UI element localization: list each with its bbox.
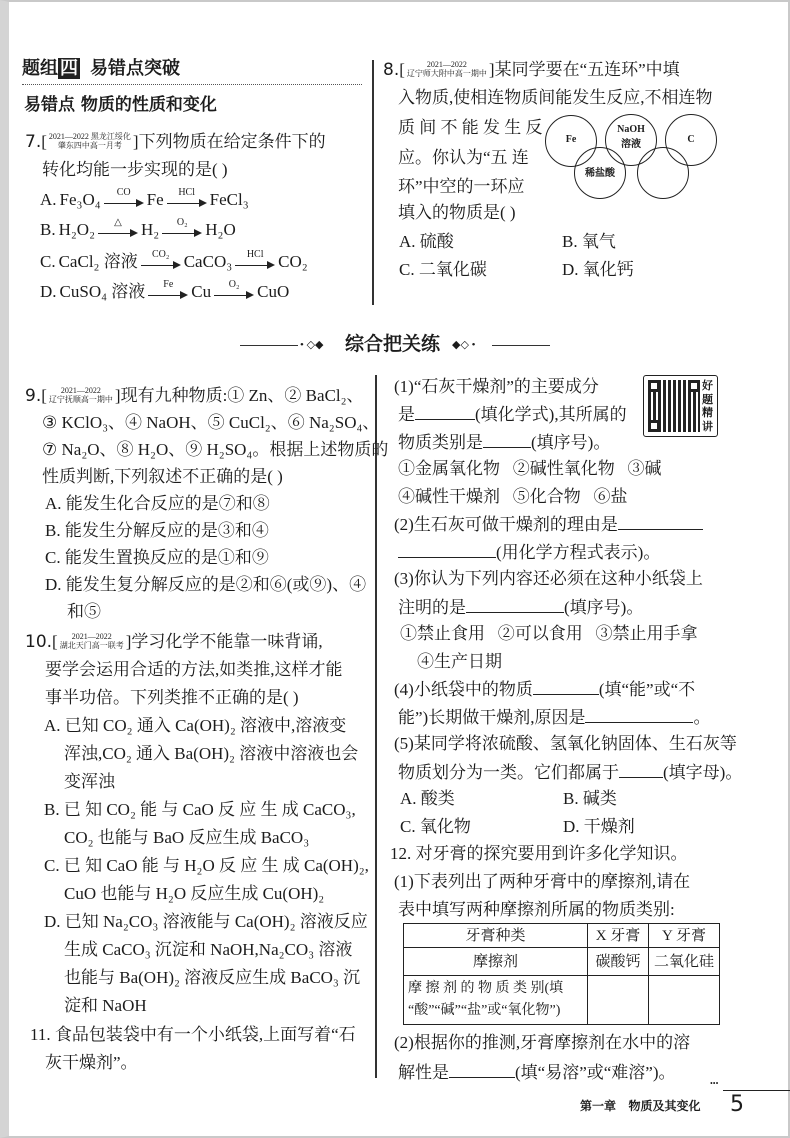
chemical-species: H₂O₂	[58, 220, 96, 239]
chemical-species: CuSO₄ 溶液	[59, 282, 146, 301]
reaction-condition: CO	[116, 187, 131, 199]
reaction-arrow-icon	[148, 279, 188, 302]
ring-label-empty	[653, 168, 673, 179]
q11-p1-line-1: (1)“石灰干燥剂”的主要成分	[394, 377, 599, 396]
table-header: Y 牙膏	[649, 924, 720, 948]
q8-line-2: 入物质,使相连物质间能发生反应,不相连物	[398, 88, 713, 107]
q9-option-c: C. 能发生置换反应的是①和⑨	[45, 548, 269, 567]
ring-label-c: C	[687, 134, 695, 145]
reaction-condition: O₂	[176, 217, 188, 229]
q10-option-b: B. 已 知 CO₂ 能 与 CaO 反 应 生 成 CaCO₃,	[44, 800, 356, 819]
q8-line-6: 填入的物质是( )	[398, 203, 516, 222]
answer-blank-can[interactable]	[533, 678, 599, 695]
option-letter: C.	[40, 252, 56, 271]
q11-p1-line-3: 物质类别是 (填序号)。	[398, 433, 611, 452]
band-line-left	[240, 345, 298, 346]
q10-option-a: A. 已知 CO₂ 通入 Ca(OH)₂ 溶液中,溶液变	[44, 716, 347, 735]
q7-option-b	[40, 219, 236, 241]
option-letter: D.	[40, 282, 57, 301]
q12-p1-line-1: (1)下表列出了两种牙膏中的摩擦剂,请在	[394, 872, 691, 891]
q12-p2-line-1: (2)根据你的推测,牙膏摩擦剂在水中的溶	[394, 1033, 691, 1052]
q10-option-a-2: 浑浊,CO₂ 通入 Ba(OH)₂ 溶液中溶液也会	[64, 744, 359, 763]
q11-p2-line-1: (2)生石灰可做干燥剂的理由是	[394, 513, 703, 535]
q9-line-4: 性质判断,下列叙述不正确的是( )	[42, 467, 283, 486]
reaction-arrow-icon	[167, 187, 207, 210]
q7-stem: 下列物质在给定条件下的	[138, 132, 326, 151]
q11-p5-line-2: 物质划分为一类。它们都属于 (填字母)。	[398, 763, 743, 782]
q9-stem: 现有九种物质:① Zn、② BaCl₂、	[120, 386, 364, 405]
q11-p1-choices-2: ④碱性干燥剂 ⑤化合物 ⑥盐	[398, 487, 628, 506]
page-number: 5	[730, 1092, 744, 1117]
qr-code[interactable]	[643, 375, 718, 437]
q7-option-a	[40, 189, 249, 211]
group-title: 易错点突破	[90, 58, 180, 79]
q7-option-d	[40, 281, 289, 303]
q10-line-2: 要学会运用合适的方法,如类推,这样才能	[45, 660, 343, 679]
q10-option-d-3: 也能与 Ba(OH)₂ 溶液反应生成 BaCO₃ 沉	[64, 968, 361, 987]
q11-p3-line-1: (3)你认为下列内容还必须在这种小纸袋上	[394, 569, 703, 588]
footer-rule	[723, 1090, 790, 1091]
answer-blank-solubility[interactable]	[449, 1061, 515, 1078]
q9-option-d-cont: 和⑤	[67, 602, 101, 621]
answer-blank-formula[interactable]	[415, 403, 475, 420]
q9-source: 2021—2022 辽宁抚顺高一期中	[48, 386, 113, 405]
q8-stem: 某同学要在“五连环”中填	[494, 60, 680, 79]
ring-label-solution: 溶液	[621, 139, 641, 150]
q11-line-1: 11. 食品包装袋中有一个小纸袋,上面写着“石	[30, 1025, 356, 1044]
footer-dots-icon: •••	[710, 1079, 719, 1088]
answer-cell-x[interactable]	[588, 976, 649, 1025]
chemical-species: CaCl₂ 溶液	[58, 252, 138, 271]
q12-p2-line-2: 解性是 (填“易溶”或“难溶”)。	[398, 1063, 676, 1082]
q9-option-a: A. 能发生化合反应的是⑦和⑧	[45, 494, 270, 513]
reaction-arrow-icon	[162, 217, 202, 240]
table-cell: 碳酸钙	[588, 948, 649, 976]
answer-blank-cause[interactable]	[585, 706, 693, 723]
q10-option-d-2: 生成 CaCO₃ 沉淀和 NaOH,Na₂CO₃ 溶液	[64, 940, 353, 959]
q12-stem: 12. 对牙膏的探究要用到许多化学知识。	[390, 844, 688, 863]
chapter-title: 第一章 物质及其变化	[580, 1099, 701, 1113]
q11-p5-line-1: (5)某同学将浓硫酸、氢氧化钠固体、生石灰等	[394, 734, 737, 753]
table-cell-category-label: 摩 擦 剂 的 物 质 类 别(填 “酸”“碱”“盐”或“氧化物”)	[404, 976, 588, 1025]
q11-p1-line-2: 是 (填化学式),其所属的	[398, 405, 627, 424]
q10-option-d-4: 淀和 NaOH	[64, 996, 147, 1015]
q7-line-1: 7.[ 2021—2022 黑龙江绥化 肇东四中高一月考 ]下列物质在给定条件下的	[25, 132, 326, 152]
ring-label-naoh: NaOH	[617, 124, 645, 135]
q7-line-2: 转化均能一步实现的是( )	[42, 160, 228, 179]
q11-p5-option-d: D. 干燥剂	[563, 817, 635, 836]
q8-source: 2021—2022 辽宁师大附中高一期中	[406, 60, 487, 79]
reaction-condition: O₂	[228, 279, 240, 291]
option-letter: B.	[40, 220, 56, 239]
q9-line-3: ⑦ Na₂O、⑧ H₂O、⑨ H₂SO₄。根据上述物质的	[42, 440, 389, 459]
answer-blank-equation[interactable]	[398, 541, 496, 558]
band-diamond-left-icon: • ◇◆	[300, 339, 324, 351]
q8-line-5: 环”中空的一环应	[398, 177, 525, 196]
group-number: 四	[60, 58, 78, 79]
chemical-species: H₂O	[205, 220, 236, 239]
reaction-condition: CO₂	[152, 249, 170, 261]
q10-line-3: 事半功倍。下列类推不正确的是( )	[45, 688, 299, 707]
q10-stem: 学习化学不能靠一味背诵,	[131, 632, 323, 651]
q11-p5-option-c: C. 氧化物	[400, 817, 471, 836]
group-label: 题组	[22, 58, 58, 79]
answer-blank-category[interactable]	[483, 431, 531, 448]
table-header-row	[404, 924, 720, 948]
qr-pattern-icon	[648, 380, 700, 432]
q10-option-c: C. 已 知 CaO 能 与 H₂O 反 应 生 成 Ca(OH)₂,	[44, 856, 369, 875]
q8-line-3: 质 间 不 能 发 生 反	[398, 118, 543, 137]
q9-option-d: D. 能发生复分解反应的是②和⑥(或⑨)、④	[45, 575, 367, 594]
group-heading	[22, 58, 180, 80]
q8-line-1: 8.[ 2021—2022 辽宁师大附中高一期中 ]某同学要在“五连环”中填	[383, 60, 680, 80]
q8-option-a: A. 硫酸	[399, 232, 454, 251]
q9-line-1: 9.[ 2021—2022 辽宁抚顺高一期中 ]现有九种物质:① Zn、② BaCl₂、	[25, 386, 364, 406]
reaction-condition: △	[114, 217, 122, 229]
ring-label-dilute-hcl: 稀盐酸	[585, 168, 615, 179]
q11-p3-choices-2: ④生产日期	[417, 652, 502, 671]
q10-line-1: 10.[ 2021—2022 湖北天门高一联考 ]学习化学不能靠一味背诵,	[25, 632, 323, 652]
q11-p4-line-2: 能”)长期做干燥剂,原因是 。	[398, 708, 711, 727]
q10-number: 10.	[25, 632, 53, 652]
q7-option-c	[40, 251, 308, 273]
q10-option-b-2: CO₂ 也能与 BaO 反应生成 BaCO₃	[64, 828, 310, 847]
reaction-condition: Fe	[163, 279, 174, 291]
q10-option-d: D. 已知 Na₂CO₃ 溶液能与 Ca(OH)₂ 溶液反应	[44, 912, 368, 931]
chemical-species: Fe₃O₄	[59, 190, 101, 209]
q8-line-4: 应。你认为“五 连	[398, 148, 529, 167]
reaction-arrow-icon	[235, 249, 275, 272]
answer-blank-label[interactable]	[466, 596, 564, 613]
q11-p4-line-1: (4)小纸袋中的物质 (填“能”或“不	[394, 680, 696, 699]
q7-number: 7.	[25, 132, 42, 152]
q8-option-b: B. 氧气	[562, 232, 616, 251]
q11-p3-line-2: 注明的是 (填序号)。	[398, 598, 644, 617]
q12-p1-line-2: 表中填写两种摩擦剂所属的物质类别:	[398, 900, 675, 919]
q8-number: 8.	[383, 60, 400, 80]
q9-line-2: ③ KClO₃、④ NaOH、⑤ CuCl₂、⑥ Na₂SO₄、	[42, 413, 380, 432]
chemical-species: CaCO₃	[183, 252, 233, 271]
q11-p3-choices-1: ①禁止食用 ②可以食用 ③禁止用手拿	[400, 624, 698, 643]
q8-option-c: C. 二氧化碳	[399, 260, 487, 279]
reaction-arrow-icon	[98, 217, 138, 240]
band-diamond-right-icon: ◆◇ •	[452, 339, 476, 351]
ring-label-fe: Fe	[565, 134, 577, 145]
reaction-arrow-icon	[141, 249, 181, 272]
q11-p5-option-a: A. 酸类	[400, 789, 455, 808]
toothpaste-table	[403, 923, 720, 1025]
table-row	[404, 948, 720, 976]
q11-p1-choices-1: ①金属氧化物 ②碱性氧化物 ③碱	[398, 459, 662, 478]
table-header: 牙膏种类	[404, 924, 588, 948]
q11-line-2: 灰干燥剂”。	[45, 1053, 138, 1072]
answer-blank-reason[interactable]	[618, 513, 703, 530]
chemical-species: CO₂	[278, 252, 308, 271]
table-cell: 二氧化硅	[649, 948, 720, 976]
reaction-arrow-icon	[214, 279, 254, 302]
band-line-right	[492, 345, 550, 346]
chemical-species: FeCl₃	[209, 190, 249, 209]
chemical-species: H₂	[141, 220, 160, 239]
q7-source: 2021—2022 黑龙江绥化 肇东四中高一月考	[48, 132, 131, 151]
column-divider-top	[372, 60, 374, 305]
reaction-condition: HCl	[178, 187, 195, 199]
reaction-arrow-icon	[104, 187, 144, 210]
q10-option-a-3: 变浑浊	[64, 772, 115, 791]
q8-option-d: D. 氧化钙	[562, 260, 634, 279]
chemical-species: Cu	[191, 282, 212, 301]
chemical-species: Fe	[146, 190, 164, 209]
heading-divider	[22, 84, 362, 85]
table-header: X 牙膏	[588, 924, 649, 948]
q11-p5-option-b: B. 碱类	[563, 789, 617, 808]
answer-cell-y[interactable]	[649, 976, 720, 1025]
q9-number: 9.	[25, 386, 42, 406]
column-divider-bottom	[375, 375, 377, 1078]
qr-label: 好题精讲	[702, 379, 713, 433]
q10-source: 2021—2022 湖北天门高一联考	[59, 632, 124, 651]
reaction-condition: HCl	[246, 249, 264, 261]
q11-p2-line-2: (用化学方程式表示)。	[398, 541, 660, 563]
q9-option-b: B. 能发生分解反应的是③和④	[45, 521, 269, 540]
band-title: 综合把关练	[345, 333, 441, 355]
answer-blank-letter[interactable]	[619, 761, 663, 778]
option-letter: A.	[40, 190, 57, 209]
subheading: 易错点 物质的性质和变化	[24, 95, 217, 115]
table-row	[404, 976, 720, 1025]
table-cell: 摩擦剂	[404, 948, 588, 976]
q10-option-c-2: CuO 也能与 H₂O 反应生成 Cu(OH)₂	[64, 884, 325, 903]
chemical-species: CuO	[257, 282, 290, 301]
